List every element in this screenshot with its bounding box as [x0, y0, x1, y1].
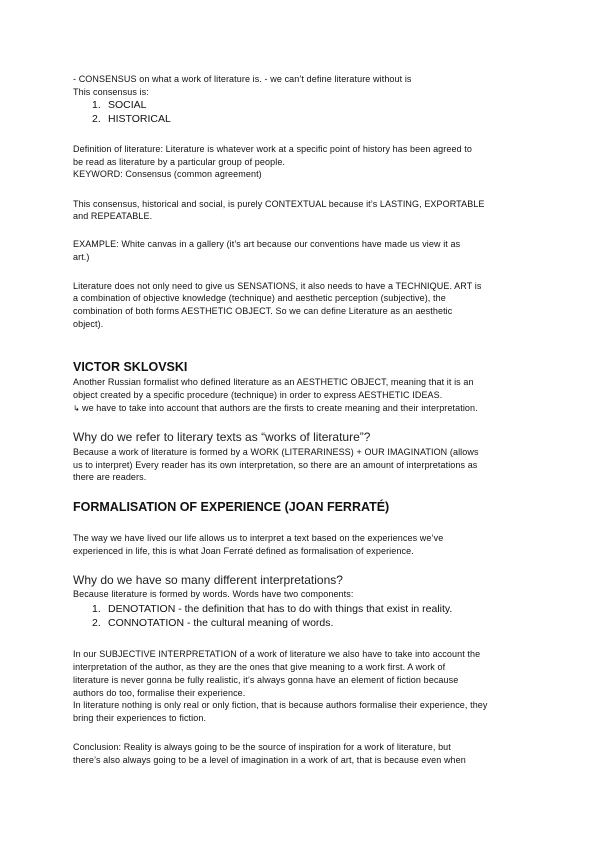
conclusion-line-1: Conclusion: Reality is always going to be the source of inspiration for a work of literature, but [73, 742, 451, 752]
keyword-line: KEYWORD: Consensus (common agreement) [73, 169, 262, 179]
words-intro: Because literature is formed by words. Words have two components: [73, 589, 354, 599]
sklovski-line-2: object created by a specific procedure (technique) in order to express AESTHETIC IDEAS. [73, 390, 443, 400]
consensus-line: - CONSENSUS on what a work of literature is. - we can’t define literature without is [73, 74, 412, 84]
technique-line-4: object). [73, 319, 104, 329]
list-text: CONNOTATION - the cultural meaning of words. [108, 617, 334, 629]
technique-line-3: combination of both forms AESTHETIC OBJECT. So we can define Literature as an aesthetic [73, 306, 453, 316]
subjective-line-4: authors do too, formalise their experience. [73, 688, 246, 698]
list-number: 1. [92, 603, 101, 615]
list-item [92, 602, 452, 616]
technique-line-1: Literature does not only need to give us SENSATIONS, it also needs to have a TECHNIQUE. ART is [73, 281, 482, 291]
list-text: DENOTATION - the definition that has to do with things that exist in reality. [108, 603, 453, 615]
works-line-1: Because a work of literature is formed by a WORK (LITERARINESS) + OUR IMAGINATION (allows [73, 447, 479, 457]
contextual-line-1: This consensus, historical and social, is purely CONTEXTUAL because it’s LASTING, EXPORTABLE [73, 199, 485, 209]
formalisation-line-1: The way we have lived our life allows us to interpret a text based on the experiences we’ve [73, 533, 444, 543]
heading-works-of-literature: Why do we refer to literary texts as “works of literature”? [73, 430, 371, 444]
list-text: HISTORICAL [108, 113, 171, 125]
list-number: 2. [92, 617, 101, 629]
sklovski-line-1: Another Russian formalist who defined literature as an AESTHETIC OBJECT, meaning that it is an [73, 377, 474, 387]
list-item [92, 616, 333, 630]
list-item [92, 98, 147, 112]
subjective-line-6: bring their experiences to fiction. [73, 713, 207, 723]
subjective-line-2: interpretation of the author, as they are the ones that give meaning to a work first. A work of [73, 662, 446, 672]
consensus-intro: This consensus is: [73, 87, 149, 97]
list-text: SOCIAL [108, 99, 147, 111]
sklovski-line-3-text: we have to take into account that authors are the firsts to create meaning and their interpretation. [82, 403, 478, 413]
list-number: 1. [92, 99, 101, 111]
heading-interpretations: Why do we have so many different interpretations? [73, 573, 343, 587]
formalisation-line-2: experienced in life, this is what Joan Ferraté defined as formalisation of experience. [73, 546, 414, 556]
works-line-2: us to interpret) Every reader has its own interpretation, so there are an amount of interpretations as [73, 460, 478, 470]
subjective-line-5: In literature nothing is only real or only fiction, that is because authors formalise their experience, they [73, 700, 488, 710]
contextual-line-2: and REPEATABLE. [73, 211, 153, 221]
sklovski-line-3 [73, 402, 533, 416]
list-number: 2. [92, 113, 101, 125]
example-line-2: art.) [73, 252, 90, 262]
heading-victor-sklovski: VICTOR SKLOVSKI [73, 360, 188, 374]
subjective-line-3: literature is never gonna be fully realistic, it’s always gonna have an element of fiction because [73, 675, 459, 685]
definition-line-2: be read as literature by a particular group of people. [73, 157, 286, 167]
list-item [92, 112, 171, 126]
example-line-1: EXAMPLE: White canvas in a gallery (it’s art because our conventions have made us view it as [73, 239, 461, 249]
definition-line-1: Definition of literature: Literature is whatever work at a specific point of history has been agreed to [73, 144, 473, 154]
works-line-3: there are readers. [73, 472, 147, 482]
arrow-icon: ↳ [73, 404, 80, 413]
conclusion-line-2: there’s also always going to be a level of imagination in a work of art, that is because even when [73, 755, 466, 765]
heading-formalisation: FORMALISATION OF EXPERIENCE (JOAN FERRATÉ) [73, 500, 390, 514]
technique-line-2: a combination of objective knowledge (technique) and aesthetic perception (subjective), the [73, 293, 446, 303]
subjective-line-1: In our SUBJECTIVE INTERPRETATION of a work of literature we also have to take into account the [73, 649, 481, 659]
